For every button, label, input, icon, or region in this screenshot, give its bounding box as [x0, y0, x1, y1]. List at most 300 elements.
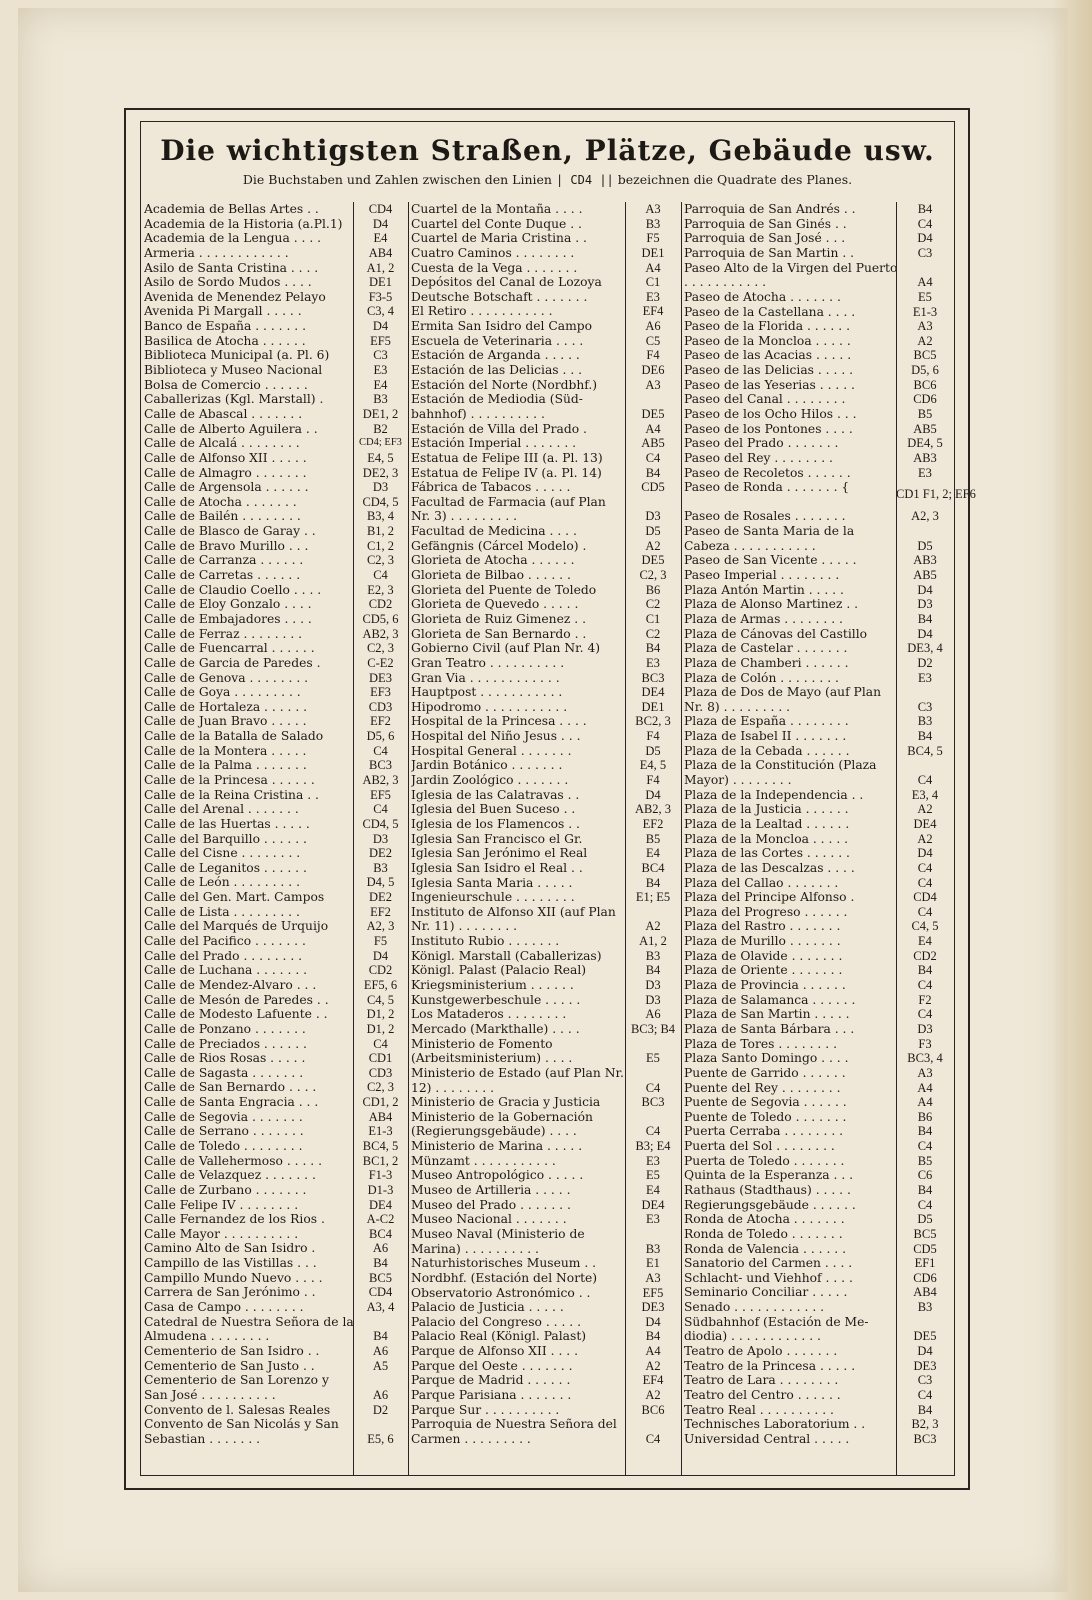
entry-grid-code: E3: [918, 670, 932, 685]
entry-name: Calle del Cisne . . . . . . . .: [144, 846, 301, 861]
entry-grid-code: AB3: [913, 553, 937, 568]
entry-grid-code: DE4: [913, 816, 937, 831]
entry-grid-code: DE1: [641, 245, 665, 260]
subtitle-after: bezeichnen die Quadrate des Planes.: [617, 172, 853, 187]
index-entry: [408, 304, 681, 319]
entry-grid-code: DE1, 2: [362, 406, 399, 421]
entry-grid-code: D5, 6: [911, 363, 939, 378]
entry-name: Campillo de las Vistillas . . .: [144, 1256, 317, 1271]
entry-grid-code: A3: [645, 202, 661, 216]
index-entry: [141, 1285, 408, 1300]
index-entry: [141, 788, 408, 803]
index-entry: [141, 378, 408, 393]
index-entry: [408, 729, 681, 744]
index-entry: [681, 1037, 954, 1052]
entry-grid-code: EF5, 6: [363, 977, 398, 992]
entry-grid-code: A2: [645, 1388, 661, 1402]
entry-name: Hipodromo . . . . . . . . . . .: [411, 699, 568, 714]
entry-name: Ministerio de Gracia y Justicia: [411, 1095, 601, 1110]
entry-name: Calle Mayor . . . . . . . . . .: [144, 1226, 299, 1241]
entry-name: Plaza de Isabel II . . . . . . .: [684, 729, 847, 744]
column-divider: [625, 202, 626, 1475]
index-entry: [681, 407, 954, 422]
entry-grid-code: CD1: [368, 1051, 393, 1066]
entry-name: Ministerio de Fomento (Arbeitsministerium) . . . .: [411, 1036, 573, 1066]
entry-name: Ministerio de la Gobernación (Regierungsgebäude) . . . .: [411, 1109, 593, 1139]
entry-grid-code: B4: [645, 875, 661, 890]
entry-grid-code: CD4, 5: [362, 494, 399, 509]
entry-name: Paseo del Canal . . . . . . . .: [684, 392, 846, 407]
entry-name: Ronda de Atocha . . . . . . .: [684, 1212, 845, 1227]
entry-name: Iglesia del Buen Suceso . .: [411, 802, 576, 817]
entry-name: Cuartel de Maria Cristina . .: [411, 231, 587, 246]
entry-grid-code: D4: [917, 231, 933, 246]
entry-grid-code: B3: [645, 216, 661, 231]
index-entry: [141, 509, 408, 524]
entry-grid-code: D5: [645, 524, 661, 539]
entry-grid-code: C2: [645, 597, 661, 612]
index-entry: [141, 773, 408, 788]
entry-grid-code: A3, 4: [366, 1300, 395, 1315]
index-entry: [141, 1037, 408, 1052]
entry-grid-code: F3: [918, 1036, 932, 1051]
index-entry: [408, 1344, 681, 1359]
entry-grid-code: AB2, 3: [362, 626, 399, 641]
entry-grid-code: BC3, 4: [907, 1051, 943, 1066]
index-entry: [408, 1007, 681, 1022]
index-entry: [681, 1198, 954, 1213]
index-entry: [141, 1110, 408, 1125]
entry-grid-code: A4: [917, 275, 933, 290]
index-entry: [408, 1154, 681, 1169]
entry-grid-code: E4: [373, 377, 388, 392]
entry-name: Plaza del Principe Alfonso .: [684, 890, 855, 905]
index-entry: [681, 641, 954, 656]
entry-grid-code: E5: [646, 1051, 660, 1066]
entry-grid-code: B4: [917, 1124, 933, 1139]
entry-name: Plaza de las Descalzas . . . .: [684, 860, 855, 875]
entry-name: Calle de Alfonso XII . . . . .: [144, 450, 307, 465]
index-entry: [681, 451, 954, 466]
entry-grid-code: C1, 2: [366, 538, 395, 553]
entry-name: Ministerio de Marina . . . . .: [411, 1139, 583, 1154]
entry-name: Calle del Arenal . . . . . . .: [144, 802, 299, 817]
column-divider: [408, 202, 409, 1475]
entry-grid-code: F4: [646, 348, 660, 363]
entry-grid-code: D3: [645, 992, 661, 1007]
index-entry: [141, 1198, 408, 1213]
index-entry: [408, 451, 681, 466]
entry-grid-code: E5: [918, 289, 932, 304]
index-entry: [141, 1080, 408, 1095]
index-entry: [681, 436, 954, 451]
entry-name: Paseo de Recoletos . . . . . .: [684, 465, 851, 480]
index-entry: [141, 700, 408, 715]
entry-name: Calle de Velazquez . . . . . . .: [144, 1168, 316, 1183]
entry-grid-code: EF4: [642, 1373, 664, 1388]
entry-grid-code: DE1: [369, 275, 392, 290]
entry-name: Bolsa de Comercio . . . . . .: [144, 377, 308, 392]
entry-grid-code: BC5: [913, 348, 937, 363]
entry-name: Asilo de Santa Cristina . . . .: [144, 260, 319, 275]
index-entry: [408, 817, 681, 832]
index-entry: [141, 246, 408, 261]
entry-grid-code: C2, 3: [366, 1080, 395, 1095]
entry-name: Biblioteca y Museo Nacional: [144, 363, 323, 378]
entry-grid-code: D4: [372, 948, 389, 963]
entry-grid-code: C4: [917, 1007, 933, 1022]
entry-grid-code: DE4: [369, 1197, 392, 1212]
entry-name: Plaza Santo Domingo . . . .: [684, 1051, 849, 1066]
index-entry: [141, 231, 408, 246]
entry-grid-code: BC6: [913, 377, 937, 392]
entry-grid-code: D4: [917, 626, 933, 641]
index-entry: [408, 1373, 681, 1388]
index-entry: [141, 919, 408, 934]
entry-name: Plaza de Olavide . . . . . . .: [684, 948, 843, 963]
entry-grid-code: E4: [918, 934, 932, 949]
entry-grid-code: DE2: [369, 890, 392, 905]
entry-grid-code: E3: [646, 1212, 660, 1227]
entry-grid-code: E4: [373, 231, 388, 246]
entry-name: Iglesia Santa Maria . . . . .: [411, 875, 573, 890]
entry-grid-code: B2, 3: [911, 1417, 939, 1432]
index-entry: [141, 275, 408, 290]
index-frame-inner: [140, 121, 976, 1476]
entry-grid-code: C4: [917, 1197, 933, 1212]
entry-name: Paseo de Santa Maria de la Cabeza . . . . . . . . . . .: [684, 524, 855, 553]
index-entry: [141, 1154, 408, 1169]
index-entry: [408, 1417, 681, 1446]
entry-grid-code: E5: [646, 1168, 660, 1183]
index-entry: [681, 392, 954, 407]
entry-grid-code: E3: [646, 1153, 660, 1168]
index-entry: [141, 949, 408, 964]
entry-grid-code: BC4, 5: [907, 743, 943, 758]
entry-grid-code: C4, 5: [366, 992, 395, 1007]
entry-name: Museo del Prado . . . . . . .: [411, 1197, 571, 1212]
entry-grid-code: E1; E5: [635, 890, 671, 905]
entry-grid-code: B3: [373, 392, 388, 407]
entry-grid-code: B2: [373, 421, 388, 436]
entry-grid-code: D4: [372, 319, 389, 334]
index-entry: [141, 539, 408, 554]
subtitle-before: Die Buchstaben und Zahlen zwischen den Linien: [242, 172, 552, 187]
index-entry: [681, 1139, 954, 1154]
entry-grid-code: C4: [917, 904, 933, 919]
index-entry: [681, 876, 954, 891]
index-entry: [141, 217, 408, 232]
entry-name: Parque de Madrid . . . . . .: [411, 1373, 571, 1388]
entry-name: Hospital General . . . . . . .: [411, 743, 572, 758]
entry-grid-code: DE3, 4: [907, 641, 943, 656]
entry-name: Convento de San Nicolás y San Sebastian . . . . . . .: [144, 1417, 339, 1446]
index-entry: [681, 993, 954, 1008]
entry-grid-code: EF2: [370, 714, 391, 729]
entry-grid-code: BC2, 3: [635, 714, 671, 729]
index-entry: [141, 1212, 408, 1227]
entry-name: Plaza Antón Martin . . . . .: [684, 582, 844, 597]
entry-name: Facultad de Farmacia (auf Plan Nr. 3) . . . . . . . . .: [411, 494, 606, 524]
index-entry: [408, 334, 681, 349]
entry-grid-code: D3: [372, 480, 389, 495]
entry-name: Estatua de Felipe III (a. Pl. 13): [411, 450, 603, 465]
entry-name: Cementerio de San Lorenzo y San José . . . . . . . . . .: [144, 1373, 329, 1402]
entry-grid-code: D4: [645, 1314, 661, 1329]
index-entry: [408, 246, 681, 261]
index-entry: [408, 1198, 681, 1213]
entry-name: Calle de Leganitos . . . . . .: [144, 860, 307, 875]
entry-grid-code: D3: [645, 978, 661, 992]
index-entry: [408, 1095, 681, 1110]
entry-name: Plaza del Callao . . . . . . .: [684, 875, 839, 890]
entry-grid-code: BC3; B4: [630, 1021, 676, 1036]
entry-name: Instituto Rubio . . . . . . .: [411, 934, 560, 949]
entry-name: Ronda de Valencia . . . . . .: [684, 1241, 847, 1256]
index-entry: [141, 1007, 408, 1022]
index-entry: [408, 583, 681, 598]
entry-grid-code: B4: [373, 1256, 388, 1271]
entry-name: Puerta del Sol . . . . . . . .: [684, 1139, 835, 1154]
entry-grid-code: DE3: [369, 670, 392, 685]
entry-grid-code: A2: [645, 1358, 661, 1373]
entry-name: Iglesia San Francisco el Gr.: [411, 831, 583, 846]
entry-name: Estación de Mediodia (Süd- bahnhof) . . . . . . . . . .: [411, 392, 583, 421]
index-entry: [681, 978, 954, 993]
index-entry: [141, 495, 408, 510]
index-entry: [408, 348, 681, 363]
index-entry: [408, 788, 681, 803]
index-entry: [408, 832, 681, 847]
entry-name: Paseo del Prado . . . . . . .: [684, 436, 839, 451]
index-entry: [408, 1022, 681, 1037]
entry-name: Iglesia de las Calatravas . .: [411, 787, 580, 802]
entry-name: Königl. Marstall (Caballerizas): [411, 948, 602, 963]
entry-grid-code: C4: [645, 1431, 661, 1446]
column-divider: [681, 202, 682, 1475]
entry-grid-code: D4: [917, 846, 933, 861]
entry-grid-code: B3: [645, 948, 661, 963]
index-entry: [408, 1359, 681, 1374]
entry-grid-code: E3: [646, 289, 660, 304]
entry-name: Cementerio de San Isidro . .: [144, 1343, 320, 1358]
index-entry: [408, 436, 681, 451]
entry-name: Plaza de Alonso Martinez . .: [684, 597, 859, 612]
entry-grid-code: D4: [917, 1344, 933, 1359]
index-entry: [681, 1373, 954, 1388]
index-entry: [681, 1212, 954, 1227]
entry-name: Paseo de San Vicente . . . . .: [684, 553, 857, 568]
entry-name: Calle de Sagasta . . . . . . .: [144, 1065, 304, 1080]
index-entry: [681, 1007, 954, 1022]
entry-name: Calle de Ponzano . . . . . . .: [144, 1021, 306, 1036]
entry-name: Calle de Segovia . . . . . . .: [144, 1109, 303, 1124]
entry-grid-code: EF5: [642, 1285, 664, 1300]
entry-grid-code: C2, 3: [366, 553, 395, 568]
entry-grid-code: D3: [917, 597, 933, 612]
index-entry: [141, 553, 408, 568]
entry-name: Gran Via . . . . . . . . . . . .: [411, 670, 560, 685]
entry-name: Parque Sur . . . . . . . . . .: [411, 1402, 560, 1417]
index-entry: [681, 1124, 954, 1139]
entry-grid-code: A5: [372, 1358, 389, 1373]
entry-grid-code: CD6: [913, 392, 937, 407]
entry-grid-code: C6: [917, 1168, 933, 1183]
entry-grid-code: AB3: [913, 450, 937, 465]
index-entry: [681, 1051, 954, 1066]
entry-grid-code: A2: [917, 802, 933, 817]
index-entry: [141, 890, 408, 905]
index-column-2: [408, 202, 681, 1475]
index-entry: [141, 451, 408, 466]
index-entry: [408, 1168, 681, 1183]
entry-name: Asilo de Sordo Mudos . . . .: [144, 275, 312, 290]
entry-grid-code: DE4: [641, 1197, 665, 1212]
entry-name: Glorieta del Puente de Toledo: [411, 582, 597, 597]
entry-name: Hauptpost . . . . . . . . . . .: [411, 685, 563, 700]
entry-name: Calle de Modesto Lafuente . .: [144, 1007, 328, 1022]
entry-name: Parroquia de Nuestra Señora del Carmen . . . . . . . . .: [411, 1417, 617, 1446]
entry-grid-code: DE3: [913, 1358, 937, 1373]
index-entry: [681, 1359, 954, 1374]
index-entry: [141, 627, 408, 642]
entry-name: Paseo de la Moncloa . . . . .: [684, 333, 851, 348]
index-column-1: [141, 202, 408, 1475]
entry-grid-code: AB5: [913, 568, 937, 583]
entry-name: Avenida Pi Margall . . . . .: [144, 304, 302, 319]
entry-name: Plaza de la Justicia . . . . . .: [684, 802, 849, 817]
entry-name: Paseo de las Delicias . . . . .: [684, 363, 854, 378]
entry-name: Calle de Eloy Gonzalo . . . .: [144, 597, 312, 612]
entry-name: Münzamt . . . . . . . . . . .: [411, 1153, 556, 1168]
entry-name: Calle de Goya . . . . . . . . .: [144, 685, 301, 700]
index-entry: [408, 744, 681, 759]
entry-name: Calle Felipe IV . . . . . . . .: [144, 1197, 299, 1212]
entry-name: Calle del Barquillo . . . . . .: [144, 831, 307, 846]
entry-grid-code: E5, 6: [367, 1431, 394, 1446]
entry-name: Museo Naval (Ministerio de Marina) . . . . . . . . . .: [411, 1226, 585, 1256]
index-entry: [681, 568, 954, 583]
entry-name: Gran Teatro . . . . . . . . . .: [411, 655, 565, 670]
index-entry: [141, 817, 408, 832]
index-entry: [681, 832, 954, 847]
index-entry: [408, 217, 681, 232]
entry-name: Caballerizas (Kgl. Marstall) .: [144, 392, 324, 407]
entry-grid-code: A2, 3: [366, 919, 395, 934]
entry-name: Academia de la Lengua . . . .: [144, 231, 322, 246]
index-entry: [681, 1183, 954, 1198]
entry-name: Parque Parisiana . . . . . . .: [411, 1388, 572, 1402]
entry-grid-code: CD5, 6: [362, 611, 399, 626]
index-entry: [141, 875, 408, 890]
entry-grid-code: D4, 5: [366, 875, 395, 890]
index-entry: [681, 671, 954, 686]
entry-grid-code: C3: [917, 699, 933, 714]
index-entry: [408, 1315, 681, 1330]
index-entry: [141, 392, 408, 407]
entry-name: Iglesia de los Flamencos . .: [411, 816, 580, 831]
entry-name: Basilica de Atocha . . . . . .: [144, 333, 306, 348]
index-entry: [141, 304, 408, 319]
index-entry: [408, 1329, 681, 1344]
entry-name: Universidad Central . . . . .: [684, 1431, 850, 1446]
index-entry: [681, 1271, 954, 1286]
entry-name: Calle del Pacifico . . . . . . .: [144, 934, 306, 949]
entry-grid-code: CD3: [368, 1065, 393, 1080]
index-entry: [681, 334, 954, 349]
entry-grid-code: A3: [917, 319, 933, 334]
entry-name: Estación de las Delicias . . .: [411, 363, 583, 378]
entry-grid-code: A-C2: [366, 1212, 395, 1227]
entry-grid-code: EF2: [370, 904, 391, 919]
entry-name: Plaza de Tores . . . . . . . .: [684, 1036, 837, 1051]
index-entry: [141, 407, 408, 422]
entry-name: Banco de España . . . . . . .: [144, 319, 307, 334]
entry-grid-code: CD2: [913, 948, 937, 963]
index-entry: [141, 963, 408, 978]
entry-name: Calle del Gen. Mart. Campos: [144, 890, 325, 905]
entry-grid-code: C5: [645, 333, 661, 348]
entry-name: Calle de San Bernardo . . . .: [144, 1080, 317, 1095]
entry-name: Parque del Oeste . . . . . . .: [411, 1358, 573, 1373]
entry-grid-code: CD2: [368, 597, 393, 612]
index-entry: [141, 480, 408, 495]
entry-grid-code: B3: [917, 1300, 933, 1315]
entry-grid-code: A1, 2: [366, 260, 395, 275]
index-entry: [681, 348, 954, 363]
subtitle-code: | CD4 ||: [555, 173, 614, 187]
index-entry: [681, 217, 954, 232]
index-entry: [141, 1271, 408, 1286]
entry-name: Paseo de las Acacias . . . . .: [684, 348, 852, 363]
index-entry: [681, 1256, 954, 1271]
entry-name: Calle de Fuencarral . . . . . .: [144, 641, 315, 656]
entry-grid-code: F3-5: [368, 289, 393, 304]
entry-name: Calle de Carranza . . . . . .: [144, 553, 304, 568]
entry-grid-code: BC4: [369, 1226, 392, 1241]
index-entry: [681, 861, 954, 876]
entry-grid-code: E1-3: [912, 304, 938, 319]
index-entry: [408, 876, 681, 891]
entry-grid-code: B3: [373, 860, 388, 875]
entry-grid-code: CD5: [641, 480, 665, 495]
entry-name: Plaza de Castelar . . . . . . .: [684, 641, 848, 656]
entry-name: Palacio Real (Königl. Palast): [411, 1329, 587, 1344]
entry-name: Südbahnhof (Estación de Me- diodia) . . . . . . . . . . . .: [684, 1314, 869, 1344]
index-entry: [408, 1300, 681, 1315]
entry-grid-code: D4: [645, 787, 661, 802]
entry-grid-code: AB2, 3: [362, 772, 399, 787]
entry-name: Parque de Alfonso XII . . . .: [411, 1344, 579, 1359]
entry-name: Calle de Juan Bravo . . . . .: [144, 714, 307, 729]
entry-name: Calle de Alberto Aguilera . .: [144, 421, 318, 436]
index-entry: [408, 495, 681, 524]
entry-name: Calle de Vallehermoso . . . . .: [144, 1153, 323, 1168]
index-entry: [408, 539, 681, 554]
index-entry: [408, 714, 681, 729]
index-entry: [408, 290, 681, 305]
index-entry: [681, 802, 954, 817]
entry-name: Ermita San Isidro del Campo: [411, 319, 593, 334]
entry-name: Paseo de la Florida . . . . . .: [684, 319, 850, 334]
entry-grid-code: B4: [917, 1183, 933, 1197]
index-entry: [408, 1403, 681, 1418]
entry-name: Regierungsgebäude . . . . . .: [684, 1197, 856, 1212]
entry-name: Puente del Rey . . . . . . . .: [684, 1080, 841, 1095]
entry-name: Calle de Hortaleza . . . . . .: [144, 699, 308, 714]
index-entry: [681, 1388, 954, 1403]
entry-grid-code: BC3: [641, 670, 665, 685]
